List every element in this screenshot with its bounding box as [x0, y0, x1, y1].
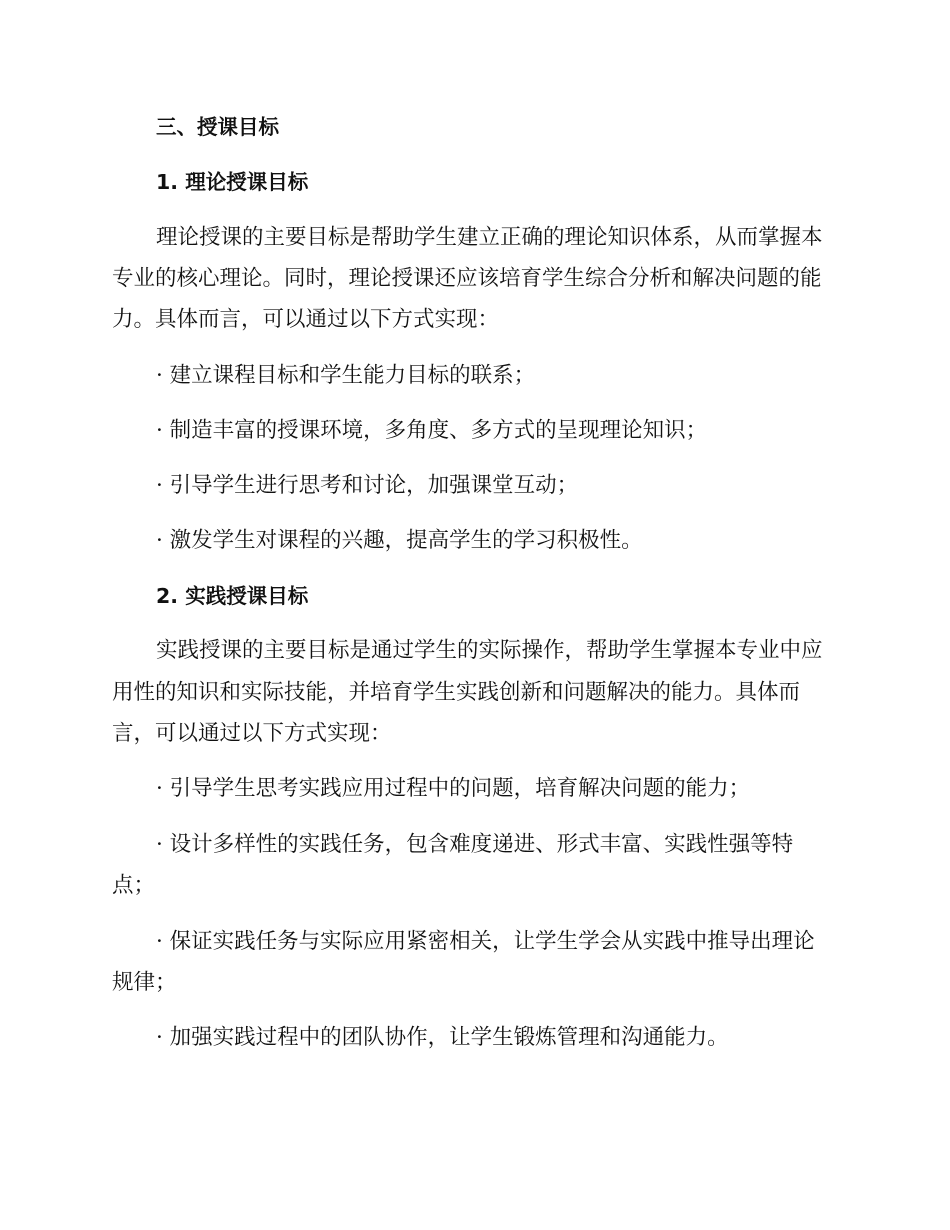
practice-bullet-2: · 设计多样性的实践任务，包含难度递进、形式丰富、实践性强等特 — [156, 832, 794, 857]
section-title: 三、授课目标 — [156, 115, 279, 139]
practice-paragraph-line-3: 言，可以通过以下方式实现： — [112, 721, 392, 746]
practice-bullet-3: · 保证实践任务与实际应用紧密相关，让学生学会从实践中推导出理论 — [156, 929, 815, 954]
practice-heading: 2. 实践授课目标 — [156, 584, 309, 608]
theory-heading: 1. 理论授课目标 — [156, 170, 309, 194]
practice-bullet-4: · 加强实践过程中的团队协作，让学生锻炼管理和沟通能力。 — [156, 1025, 729, 1050]
practice-bullet-2-continuation: 点； — [112, 873, 156, 898]
practice-bullet-3-continuation: 规律； — [112, 970, 177, 995]
theory-bullet-1: · 建立课程目标和学生能力目标的联系； — [156, 363, 536, 388]
theory-bullet-2: · 制造丰富的授课环境，多角度、多方式的呈现理论知识； — [156, 418, 708, 443]
practice-bullet-1: · 引导学生思考实践应用过程中的问题，培育解决问题的能力； — [156, 776, 751, 801]
practice-paragraph-line-1: 实践授课的主要目标是通过学生的实际操作，帮助学生掌握本专业中应 — [156, 638, 823, 663]
theory-bullet-3: · 引导学生进行思考和讨论，加强课堂互动； — [156, 473, 579, 498]
theory-paragraph-line-3: 力。具体而言，可以通过以下方式实现： — [112, 307, 500, 332]
theory-paragraph-line-1: 理论授课的主要目标是帮助学生建立正确的理论知识体系，从而掌握本 — [156, 225, 823, 250]
theory-bullet-4: · 激发学生对课程的兴趣，提高学生的学习积极性。 — [156, 528, 643, 553]
theory-paragraph-line-2: 专业的核心理论。同时，理论授课还应该培育学生综合分析和解决问题的能 — [112, 266, 822, 291]
practice-paragraph-line-2: 用性的知识和实际技能，并培育学生实践创新和问题解决的能力。具体而 — [112, 680, 801, 705]
